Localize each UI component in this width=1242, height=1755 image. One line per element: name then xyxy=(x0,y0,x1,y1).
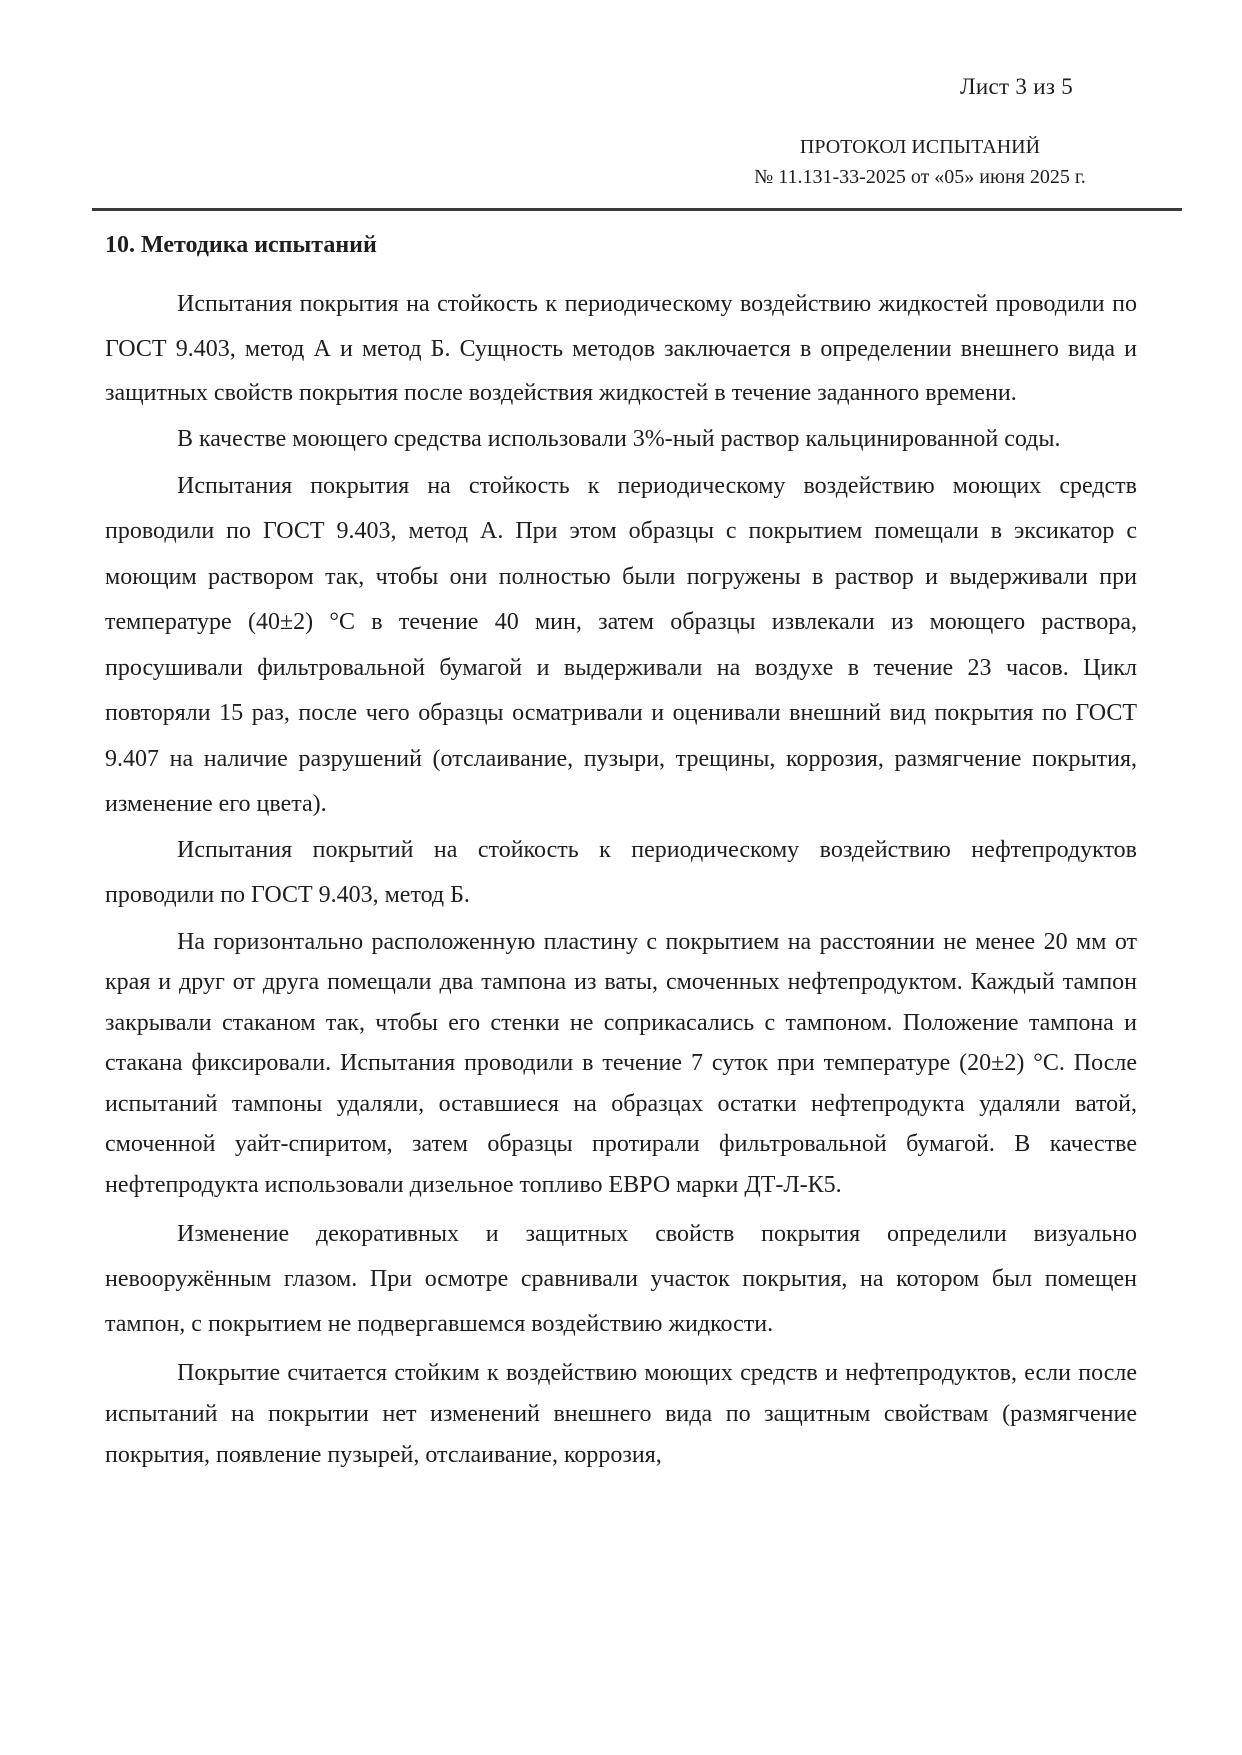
protocol-header xyxy=(720,132,1120,192)
protocol-title: ПРОТОКОЛ ИСПЫТАНИЙ xyxy=(799,136,1041,158)
section-body xyxy=(105,282,1137,1476)
section-title: 10. Методика испытаний xyxy=(105,232,377,258)
paragraph: Испытания покрытия на стойкость к периодическому воздействию жидкостей проводили по ГОСТ 9.403, метод А и метод Б. Сущность методов заключается в определении внешнего вида и защитных свойств покрытия после воздействия жидкостей в течение заданного времени. xyxy=(105,291,1137,406)
paragraph: Испытания покрытий на стойкость к периодическому воздействию нефтепродуктов проводили по ГОСТ 9.403, метод Б. xyxy=(105,836,1137,908)
paragraph: В качестве моющего средства использовали 3%-ный раствор кальцинированной соды. xyxy=(177,425,1061,452)
paragraph: На горизонтально расположенную пластину с покрытием на расстоянии не менее 20 мм от края и друг от друга помещали два тампона из ваты, смоченных нефтепродуктом. Каждый тампон закрывали стаканом так, чтобы его стенки не соприкасались с тампоном. Положение тампона и стакана фиксировали. Испытания проводили в течение 7 суток при температуре (20±2) °С. После испытаний тампоны удаляли, оставшиеся на образцах остатки нефтепродукта удаляли ватой, смоченной уайт-спиритом, затем образцы протирали фильтровальной бумагой. В качестве нефтепродукта использовали дизельное топливо ЕВРО марки ДТ-Л-К5. xyxy=(105,928,1137,1198)
protocol-number: № 11.131-33-2025 от «05» июня 2025 г. xyxy=(754,166,1086,188)
header-divider xyxy=(92,208,1182,211)
paragraph: Испытания покрытия на стойкость к периодическому воздействию моющих средств проводили по ГОСТ 9.403, метод А. При этом образцы с покрытием помещали в эксикатор с моющим раствором так, чтобы они полностью были погружены в раствор и выдерживали при температуре (40±2) °С в течение 40 мин, затем образцы извлекали из моющего раствора, просушивали фильтровальной бумагой и выдерживали на воздухе в течение 23 часов. Цикл повторяли 15 раз, после чего образцы осматривали и оценивали внешний вид покрытия по ГОСТ 9.407 на наличие разрушений (отслаивание, пузыри, трещины, коррозия, размягчение покрытия, изменение его цвета). xyxy=(105,472,1137,817)
sheet-number: Лист 3 из 5 xyxy=(960,74,1074,99)
paragraph: Изменение декоративных и защитных свойств покрытия определили визуально невооружённым глазом. При осмотре сравнивали участок покрытия, на котором был помещен тампон, с покрытием не подвергавшемся воздействию жидкости. xyxy=(105,1221,1137,1337)
paragraph: Покрытие считается стойким к воздействию моющих средств и нефтепродуктов, если после испытаний на покрытии нет изменений внешнего вида по защитным свойствам (размягчение покрытия, появление пузырей, отслаивание, коррозия, xyxy=(105,1360,1137,1468)
